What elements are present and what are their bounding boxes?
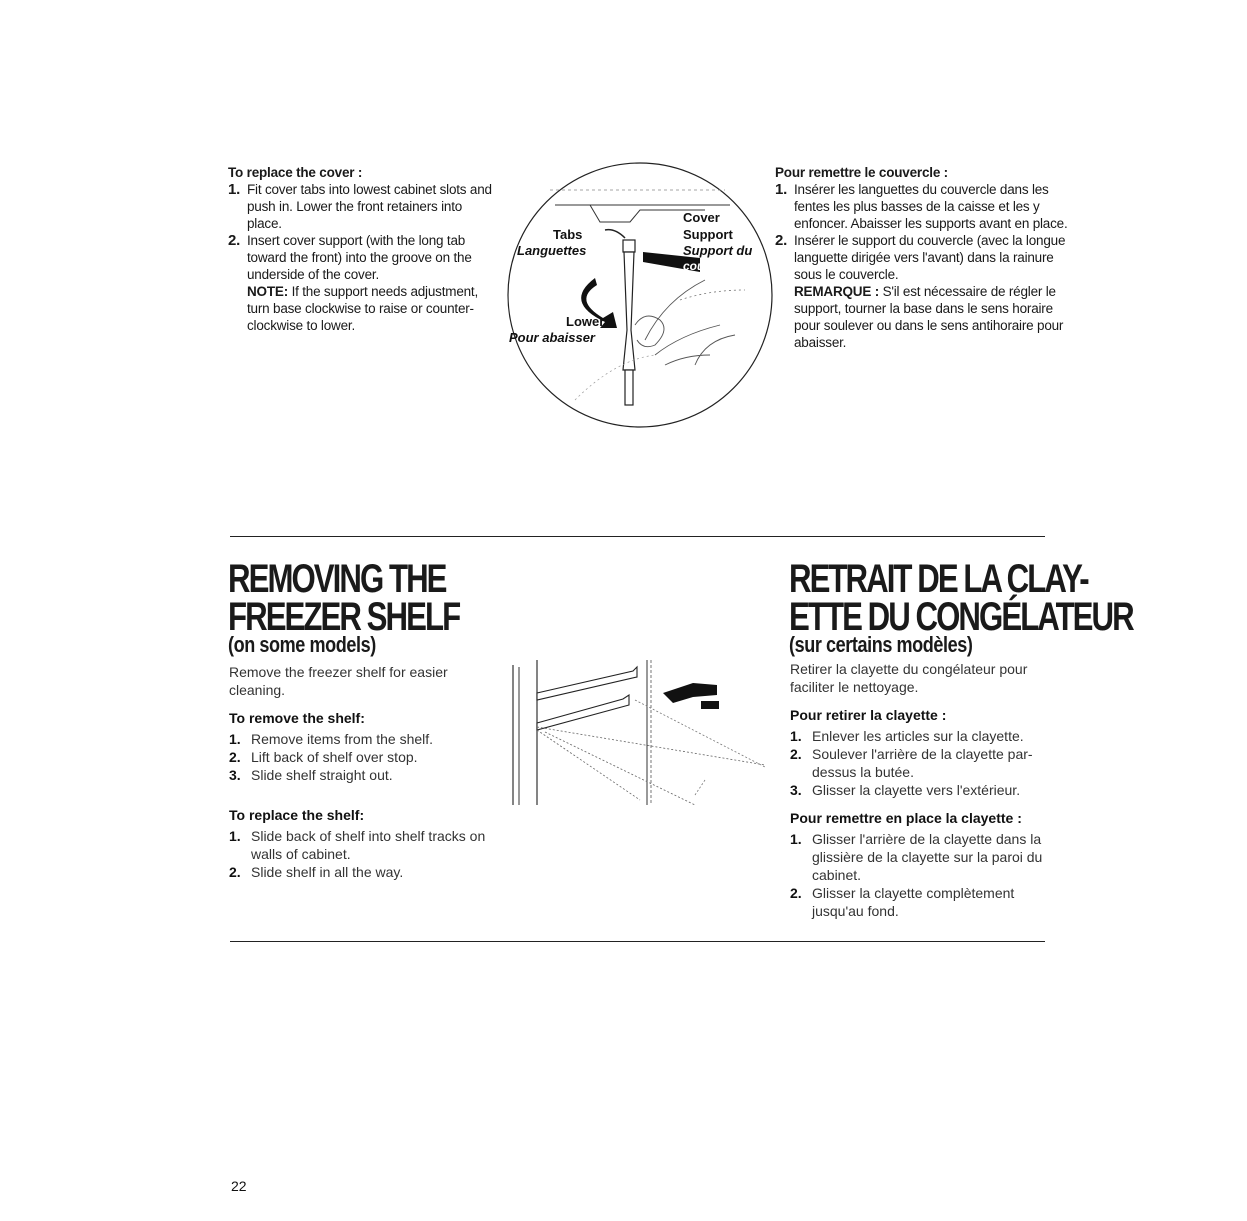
section-subtitle-fr: (sur certains modèles): [789, 632, 973, 657]
note-label: NOTE:: [247, 284, 288, 299]
removing-en-body: [229, 663, 504, 881]
section-title-en-line1: REMOVING THE: [228, 557, 446, 601]
replace-heading: Pour remettre en place la clayette :: [790, 810, 1022, 826]
removing-fr-body: [790, 660, 1045, 920]
divider-bottom: [230, 941, 1045, 942]
replace-steps: [229, 827, 504, 881]
list-item: 3. Slide shelf straight out.: [229, 767, 393, 783]
page-number: 22: [231, 1178, 247, 1194]
label-tabs: Tabs: [553, 227, 583, 242]
replace-cover-fr-heading: Pour remettre le couvercle :: [775, 165, 948, 180]
list-item: 2. Soulever l'arrière de la clayette par-dessus la butée.: [790, 746, 1033, 780]
note-label: REMARQUE :: [794, 284, 879, 299]
label-pour-abaisser: Pour abaisser: [509, 330, 595, 345]
replace-cover-en-heading: To replace the cover :: [228, 165, 363, 180]
section-title-en-line2: FREEZER SHELF: [228, 595, 460, 639]
label-lower: Lower: [566, 314, 605, 329]
section-title-fr-line1: RETRAIT DE LA CLAY-: [789, 557, 1088, 601]
replace-cover-fr-steps: [775, 181, 1075, 351]
note-text: S'il est nécessaire de régler le support, tourner la base dans le sens horaire pour soulever ou dans le sens antihoraire pour abaisser.: [794, 284, 1064, 350]
divider-top: [230, 536, 1045, 537]
label-couvercle: couvercle: [683, 259, 740, 273]
list-item: 2. Glisser la clayette complètement jusqu'au fond.: [790, 885, 1015, 919]
list-item: 1. Slide back of shelf into shelf tracks on walls of cabinet.: [229, 828, 486, 862]
hand-sketch: [645, 280, 735, 365]
lower-track: [537, 695, 629, 730]
remove-steps: [229, 730, 504, 784]
intro-text: Retirer la clayette du congélateur pour faciliter le nettoyage.: [790, 661, 1028, 695]
upper-track: [537, 667, 637, 700]
shelf-removal-diagram: [505, 655, 775, 815]
replace-steps: [790, 830, 1045, 920]
list-item: 2. Lift back of shelf over stop.: [229, 749, 418, 765]
list-item: 1. Enlever les articles sur la clayette.: [790, 728, 1024, 744]
list-item: 1. Fit cover tabs into lowest cabinet slots and push in. Lower the front retainers into place.: [228, 181, 492, 231]
magnifier-circle: [508, 163, 772, 427]
list-item: 2. Insérer le support du couvercle (avec la longue languette dirigée vers l'avant) dans la rainure sous le couvercle. REMARQUE : S'il est nécessaire de régler le support, tourner la base dans le sens horaire pour soulever ou dans le sens antihoraire pour abaisser.: [775, 232, 1066, 350]
list-item: 2. Insert cover support (with the long tab toward the front) into the groove on the underside of the cover. NOTE: If the support needs adjustment, turn base clockwise to raise or counter-clockwise to lower.: [228, 232, 479, 333]
label-languettes: Languettes: [517, 243, 587, 258]
replace-cover-en: [228, 164, 500, 334]
intro-text: Remove the freezer shelf for easier cleaning.: [229, 664, 448, 698]
label-cover: Cover: [683, 210, 720, 225]
replace-heading: To replace the shelf:: [229, 807, 365, 823]
remove-steps: [790, 727, 1045, 799]
label-support-du: Support du: [683, 243, 753, 258]
remove-heading: To remove the shelf:: [229, 710, 365, 726]
support-post: [623, 240, 635, 252]
stop-arrow: [663, 683, 717, 703]
label-support: Support: [683, 227, 733, 242]
replace-cover-fr: [775, 164, 1075, 351]
list-item: 2. Slide shelf in all the way.: [229, 864, 404, 880]
list-item: 1. Glisser l'arrière de la clayette dans la glissière de la clayette sur la paroi du cabinet.: [790, 831, 1043, 883]
replace-cover-en-steps: [228, 181, 500, 334]
cover-support-diagram: [505, 160, 780, 430]
remove-heading: Pour retirer la clayette :: [790, 707, 947, 723]
note-text: If the support needs adjustment, turn base clockwise to raise or counter-clockwise to lower.: [247, 284, 479, 333]
section-title-fr-line2: ETTE DU CONGÉLATEUR: [789, 595, 1133, 639]
list-item: 1. Remove items from the shelf.: [229, 731, 434, 747]
list-item: 3. Glisser la clayette vers l'extérieur.: [790, 782, 1021, 798]
section-subtitle-en: (on some models): [228, 632, 376, 657]
list-item: 1. Insérer les languettes du couvercle dans les fentes les plus basses de la caisse et les y enfoncer. Abaisser les supports avant en place.: [775, 181, 1068, 231]
